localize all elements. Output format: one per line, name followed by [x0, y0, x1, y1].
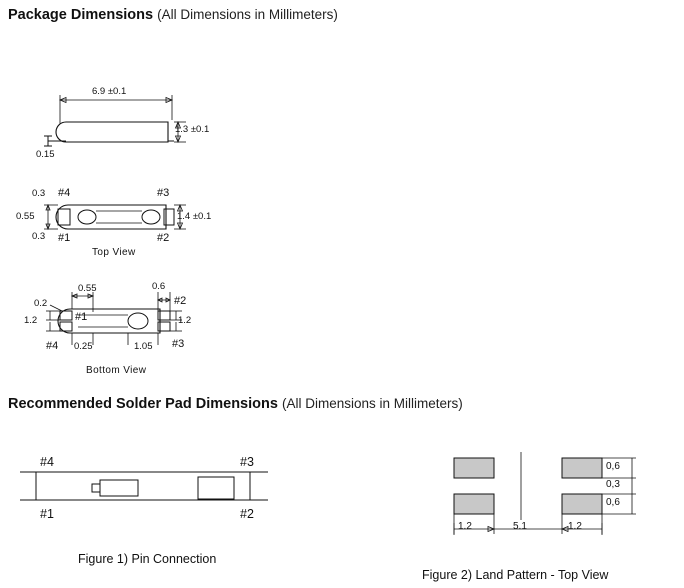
pin-label-4-top: #4 — [58, 187, 71, 199]
dim-bottom-105: 1.05 — [134, 341, 153, 352]
bottom-view-drawing — [46, 292, 182, 345]
pin-label-3-top: #3 — [157, 187, 170, 199]
label-top-view: Top View — [92, 247, 136, 258]
dim-land-pad-bottom: 0,6 — [606, 497, 620, 508]
dim-bottom-02: 0.2 — [34, 298, 48, 309]
label-bottom-view: Bottom View — [86, 365, 147, 376]
pin-label-2-figure1: #2 — [240, 507, 254, 521]
pin-label-2-top: #2 — [157, 232, 170, 244]
dim-lead-height: 0.15 — [36, 149, 55, 160]
section-title-sub: (All Dimensions in Millimeters) — [281, 396, 463, 411]
dim-top-left-top: 0.3 — [32, 188, 46, 199]
dim-top-width: 1.4 ±0.1 — [177, 211, 212, 222]
pin-label-2-bottom: #2 — [174, 295, 187, 307]
dim-land-pad-gap: 0,3 — [606, 479, 620, 490]
pin-label-1-bottom: #1 — [75, 311, 88, 323]
top-view-drawing — [44, 205, 186, 229]
side-view-drawing — [44, 95, 186, 146]
pin-label-3-figure1: #3 — [240, 455, 254, 469]
dim-bottom-12-left: 1.2 — [24, 315, 38, 326]
dim-bottom-06: 0.6 — [152, 281, 166, 292]
dim-top-left-mid: 0.55 — [16, 211, 35, 222]
figure2-caption: Figure 2) Land Pattern - Top View — [422, 568, 609, 582]
dim-land-pad-top: 0,6 — [606, 461, 620, 472]
pin-label-1-figure1: #1 — [40, 507, 54, 521]
dim-side-length: 6.9 ±0.1 — [92, 86, 127, 97]
dim-land-center-span: 5.1 — [513, 521, 527, 532]
dim-land-right-width: 1.2 — [568, 521, 582, 532]
dim-bottom-12-right: 1.2 — [178, 315, 192, 326]
figure1-caption: Figure 1) Pin Connection — [78, 552, 217, 566]
figure1-pin-connection-drawing — [20, 472, 268, 500]
dim-bottom-025: 0.25 — [74, 341, 93, 352]
dim-top-left-bottom: 0.3 — [32, 231, 46, 242]
pin-label-3-bottom: #3 — [172, 338, 185, 350]
dim-side-height: 1.3 ±0.1 — [175, 124, 210, 135]
section-title-main: Recommended Solder Pad Dimensions — [8, 396, 278, 412]
dim-land-left-width: 1.2 — [458, 521, 472, 532]
pin-label-4-bottom: #4 — [46, 340, 59, 352]
section-title-main: Package Dimensions — [8, 7, 154, 23]
pin-label-1-top: #1 — [58, 232, 71, 244]
dim-bottom-055: 0.55 — [78, 283, 97, 294]
pin-label-4-figure1: #4 — [40, 455, 54, 469]
section-title-sub: (All Dimensions in Millimeters) — [157, 7, 338, 22]
